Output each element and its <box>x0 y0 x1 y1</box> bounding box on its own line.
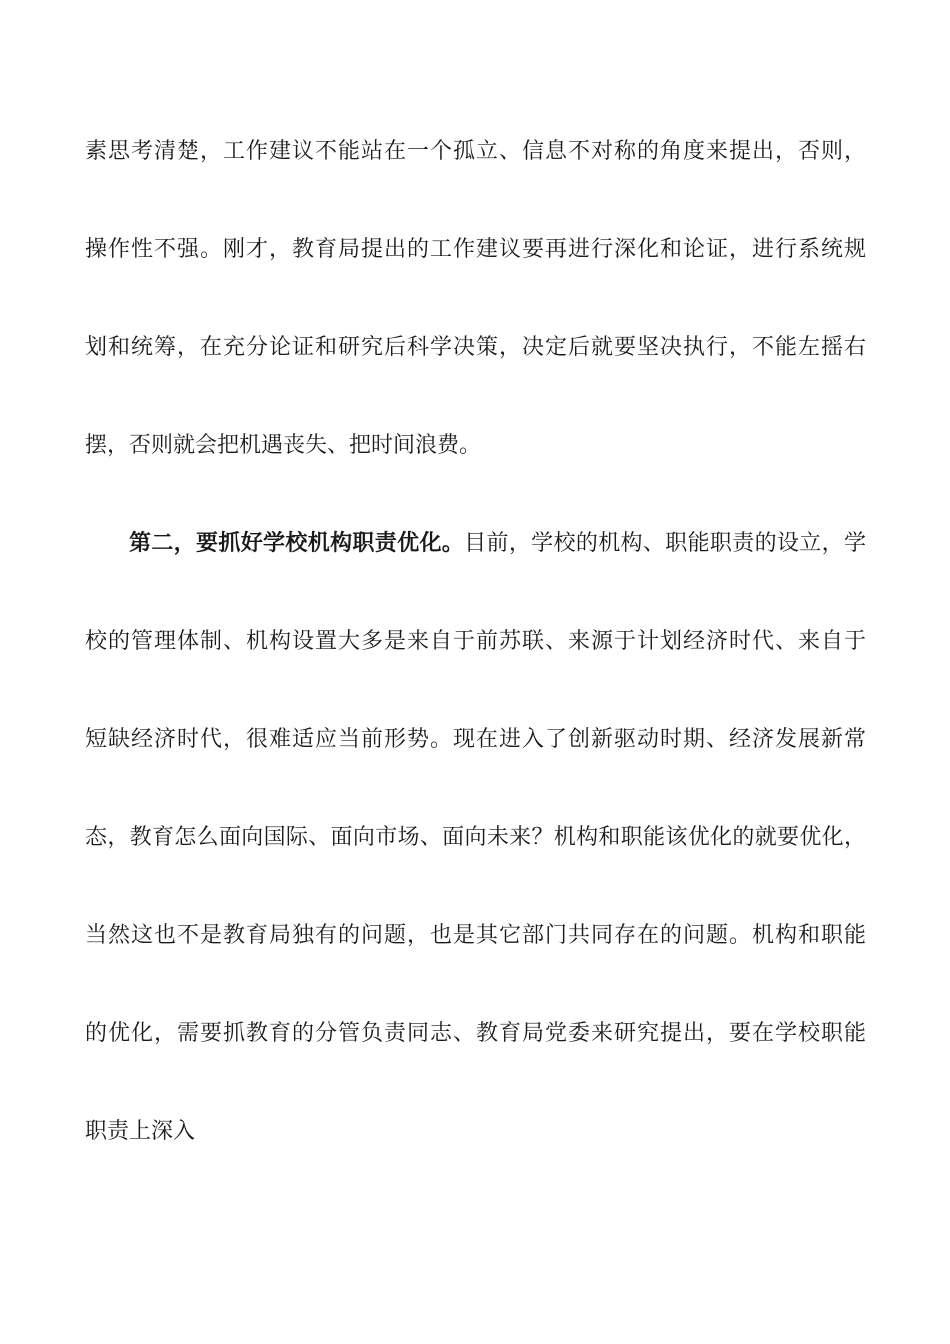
text-line: 划和统筹，在充分论证和研究后科学决策，决定后就要坚决执行，不能左摇右 <box>85 334 866 359</box>
text-run: 目前，学校的机构、职能职责的设立，学 <box>464 530 866 555</box>
bold-run: 第二，要抓好学校机构职责优化。 <box>129 530 465 555</box>
text-line: 操作性不强。刚才，教育局提出的工作建议要再进行深化和论证，进行系统规 <box>85 236 866 261</box>
text-line <box>85 494 866 592</box>
text-line: 校的管理体制、机构设置大多是来自于前苏联、来源于计划经济时代、来自于 <box>85 628 866 653</box>
text-line: 素思考清楚，工作建议不能站在一个孤立、信息不对称的角度来提出，否则， <box>85 138 866 163</box>
text-line: 的优化，需要抓教育的分管负责同志、教育局党委来研究提出，要在学校职能 <box>85 1020 866 1045</box>
text-line: 当然这也不是教育局独有的问题，也是其它部门共同存在的问题。机构和职能 <box>85 922 866 947</box>
text-line: 摆，否则就会把机遇丧失、把时间浪费。 <box>85 432 482 457</box>
text-line: 态，教育怎么面向国际、面向市场、面向未来？机构和职能该优化的就要优化， <box>85 824 866 849</box>
text-line: 职责上深入 <box>85 1118 196 1143</box>
document-text-block <box>85 102 866 1180</box>
text-line: 短缺经济时代，很难适应当前形势。现在进入了创新驱动时期、经济发展新常 <box>85 726 866 751</box>
